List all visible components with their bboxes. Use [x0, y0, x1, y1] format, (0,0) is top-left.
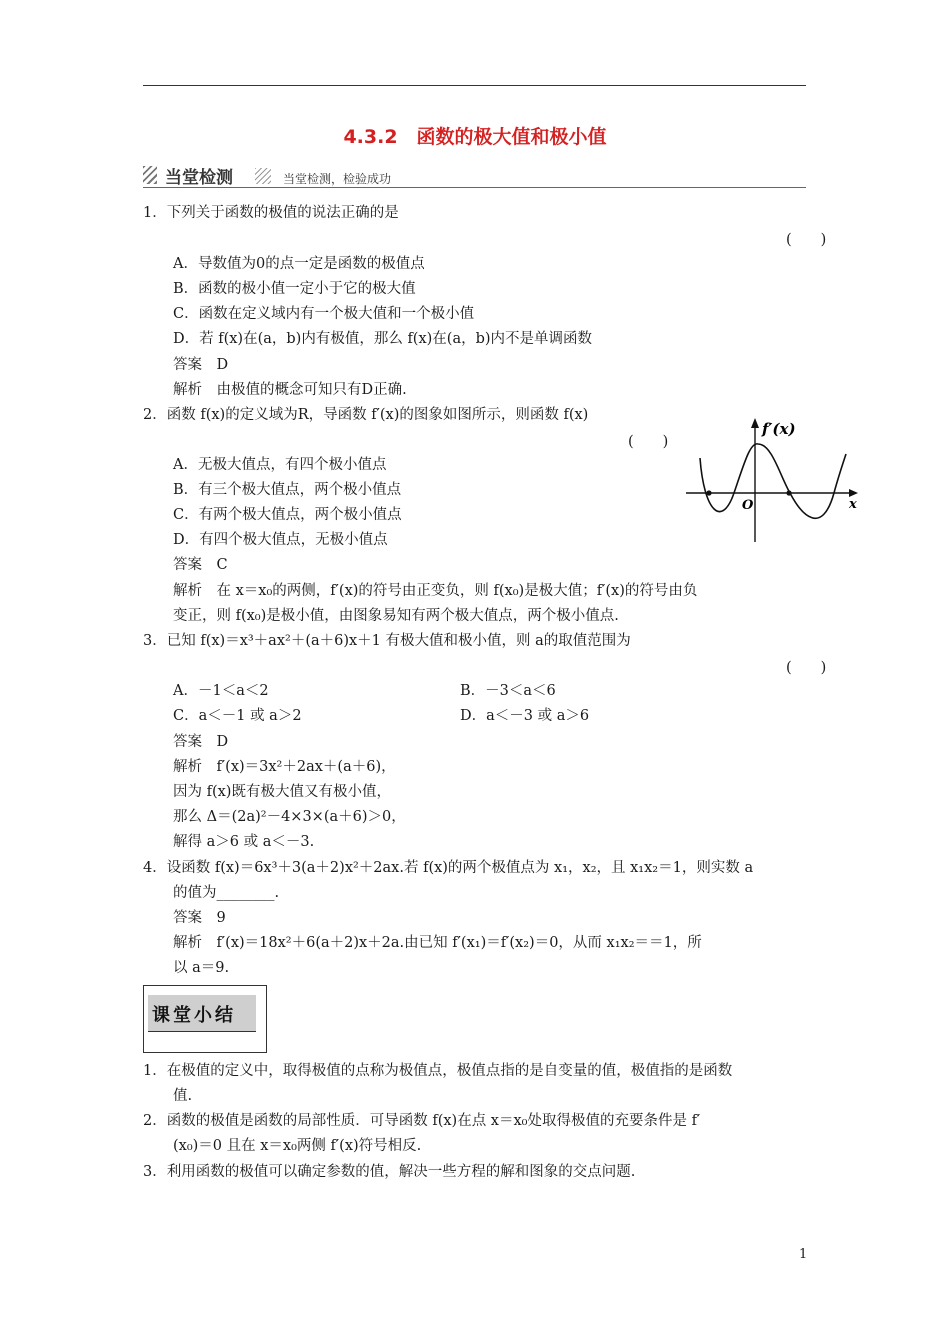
section-subtitle: 当堂检测，检验成功 — [283, 172, 392, 186]
q3-option-a: A．－1＜a＜2 — [173, 683, 269, 699]
q4-analysis-2: 以 a＝9. — [173, 960, 230, 976]
x-axis-arrow — [849, 489, 858, 497]
q3-stem: 3．已知 f(x)＝x³＋ax²＋(a＋6)x＋1 有极大值和极小值，则 a的取值范围为 — [143, 633, 631, 649]
summary-item-1-cont: 值. — [173, 1088, 193, 1104]
q2-answer-blank: ( ) — [628, 434, 669, 450]
q1-option-b: B．函数的极小值一定小于它的极大值 — [173, 281, 416, 297]
q2-analysis-2: 变正，则 f(x₀)是极小值，由图象易知有两个极大值点，两个极小值点. — [173, 608, 619, 624]
q3-analysis-4: 解得 a＞6 或 a＜－3. — [173, 834, 315, 850]
zero-point-1 — [706, 490, 711, 495]
q4-answer: 答案 9 — [173, 910, 226, 926]
q3-answer-blank: ( ) — [786, 660, 827, 676]
page-number: 1 — [799, 1247, 808, 1262]
zero-point-2 — [786, 490, 791, 495]
origin-label: O — [742, 498, 754, 513]
summary-heading-box — [143, 985, 267, 1053]
page-title: 4.3.2 函数的极大值和极小值 — [343, 126, 607, 148]
q1-analysis: 解析 由极值的概念可知只有D正确. — [173, 382, 407, 398]
q2-option-a: A．无极大值点，有四个极小值点 — [173, 457, 387, 473]
q3-option-d: D．a＜－3 或 a＞6 — [460, 708, 590, 724]
summary-item-2-cont: (x₀)＝0 且在 x＝x₀两侧 f′(x)符号相反. — [173, 1138, 422, 1154]
q4-analysis-1: 解析 f′(x)＝18x²＋6(a＋2)x＋2a.由已知 f′(x₁)＝f′(x₂)＝0，从而 x₁x₂＝＝1，所 — [173, 935, 702, 951]
derivative-graph — [686, 412, 864, 544]
section-header — [143, 160, 806, 188]
q2-option-c: C．有两个极大值点，两个极小值点 — [173, 507, 402, 523]
q2-option-b: B．有三个极大值点，两个极小值点 — [173, 482, 402, 498]
top-rule — [143, 85, 806, 86]
section-rule — [143, 187, 806, 188]
q2-answer: 答案 C — [173, 557, 228, 573]
section-name: 当堂检测 — [165, 168, 233, 188]
q3-option-b: B．－3＜a＜6 — [460, 683, 556, 699]
q3-analysis-3: 那么 Δ＝(2a)²－4×3×(a＋6)＞0， — [173, 809, 406, 825]
y-axis-label: f′(x) — [762, 420, 796, 438]
q2-option-d: D．有四个极大值点，无极小值点 — [173, 532, 388, 548]
y-axis-arrow — [751, 418, 759, 428]
q2-stem: 2．函数 f(x)的定义域为R，导函数 f′(x)的图象如图所示，则函数 f(x) — [143, 407, 589, 423]
q1-answer-blank: ( ) — [786, 232, 827, 248]
summary-item-2: 2．函数的极值是函数的局部性质．可导函数 f(x)在点 x＝x₀处取得极值的充要条件是 f′ — [143, 1113, 701, 1129]
q4-stem-1: 4．设函数 f(x)＝6x³＋3(a＋2)x²＋2ax.若 f(x)的两个极值点为 x₁，x₂，且 x₁x₂＝1，则实数 a — [143, 860, 754, 876]
q1-answer: 答案 D — [173, 357, 229, 373]
q3-analysis-2: 因为 f(x)既有极大值又有极小值， — [173, 784, 391, 800]
summary-item-1: 1．在极值的定义中，取得极值的点称为极值点，极值点指的是自变量的值，极值指的是函数 — [143, 1063, 733, 1079]
q1-option-d: D．若 f(x)在(a，b)内有极值，那么 f(x)在(a，b)内不是单调函数 — [173, 331, 593, 347]
q3-option-c: C．a＜－1 或 a＞2 — [173, 708, 302, 724]
q3-analysis-1: 解析 f′(x)＝3x²＋2ax＋(a＋6)， — [173, 759, 396, 775]
x-axis-label: x — [849, 497, 857, 512]
summary-heading: 课堂小结 — [152, 1005, 236, 1026]
summary-item-3: 3．利用函数的极值可以确定参数的值，解决一些方程的解和图象的交点问题. — [143, 1164, 636, 1180]
derivative-curve — [700, 444, 846, 518]
stripes-decoration — [143, 166, 157, 184]
q1-stem: 1．下列关于函数的极值的说法正确的是 — [143, 205, 399, 221]
q1-option-a: A．导数值为0的点一定是函数的极值点 — [173, 256, 425, 272]
q3-answer: 答案 D — [173, 734, 229, 750]
stripes-decoration-2 — [255, 168, 271, 184]
q2-analysis-1: 解析 在 x＝x₀的两侧，f′(x)的符号由正变负，则 f(x₀)是极大值；f′(x)的符号由负 — [173, 583, 698, 599]
q4-stem-2: 的值为________. — [173, 885, 280, 901]
q1-option-c: C．函数在定义域内有一个极大值和一个极小值 — [173, 306, 475, 322]
